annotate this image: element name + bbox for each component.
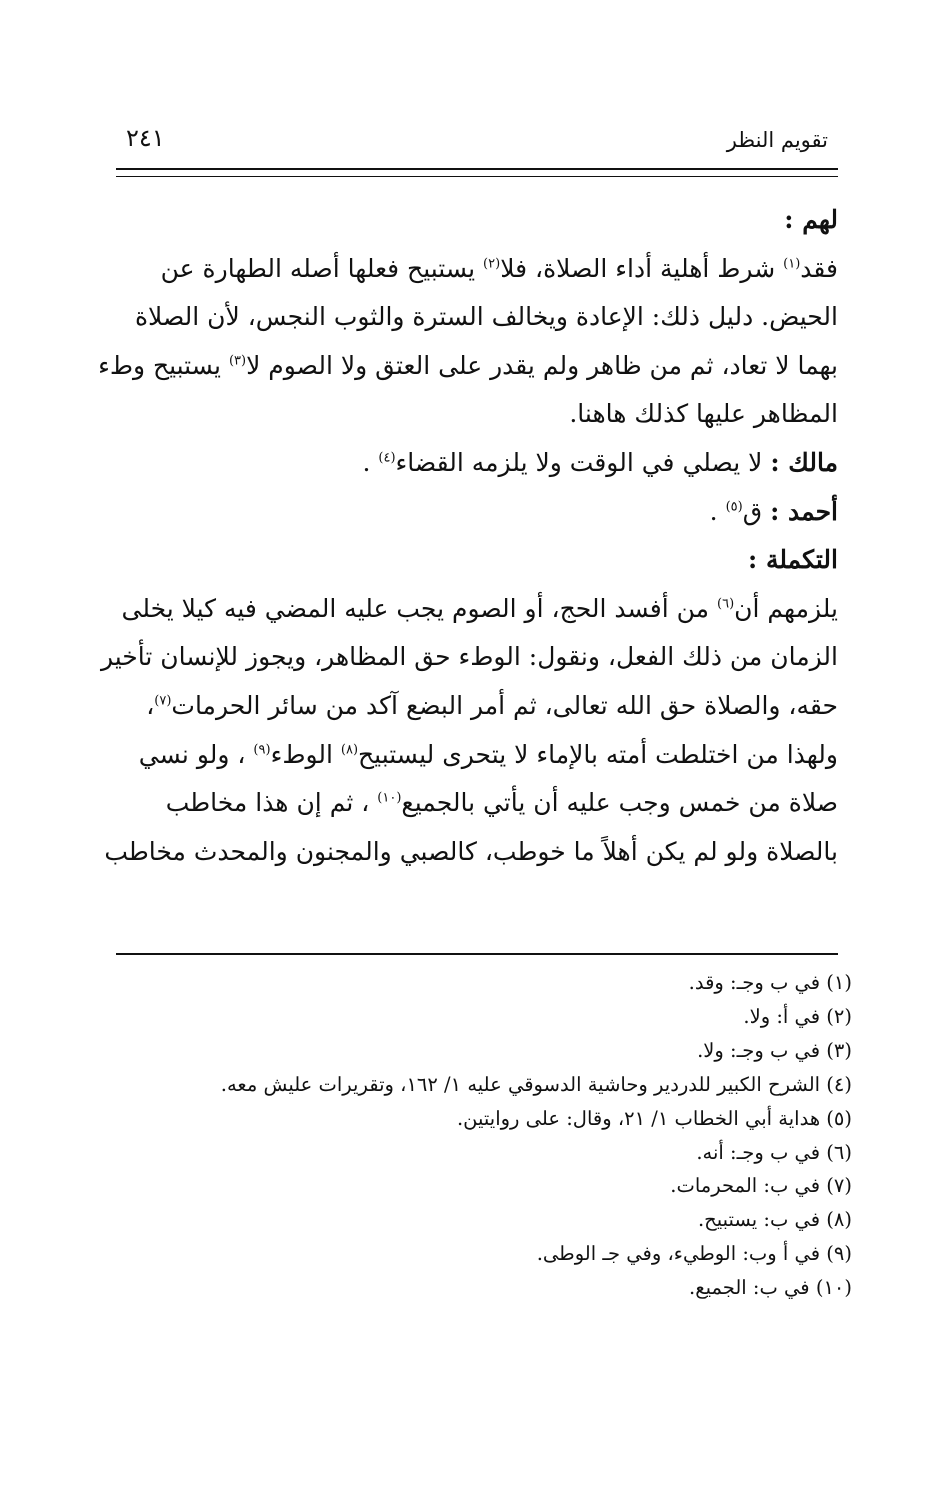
- takmila-line-2: الزمان من ذلك الفعل، ونقول: الوطء حق المظاهر، ويجوز للإنسان تأخير: [100, 642, 838, 672]
- malik-text: لا يصلي في الوقت ولا يلزمه القضاء$^{(٤)}$ .: [362, 447, 763, 477]
- lahum-line-2: الحيض. دليل ذلك: الإعادة ويخالف السترة والثوب النجس، لأن الصلاة: [134, 302, 838, 332]
- ahmad-text: ق$^{(٥)}$ .: [709, 496, 763, 526]
- takmila-line-5: صلاة من خمس وجب عليه أن يأتي بالجميع$^{(١٠)}$ ، ثم إن هذا مخاطب: [165, 788, 838, 818]
- footnote-4: (٤) الشرح الكبير للدردير وحاشية الدسوقي عليه ١/ ١٦٢، وتقريرات عليش معه.: [220, 1072, 852, 1096]
- footnote-6: (٦) في ب وجـ: أنه.: [696, 1140, 852, 1164]
- header-rule-thick: [116, 168, 838, 170]
- footnote-separator: [116, 953, 838, 955]
- takmila-line-1: يلزمهم أن$^{(٦)}$ من أفسد الحج، أو الصوم يجب عليه المضي فيه كيلا يخلى: [121, 593, 838, 623]
- section-heading-lahum: لهم :: [784, 205, 838, 234]
- malik-opinion: [116, 439, 838, 488]
- takmila-line-3: حقه، والصلاة حق الله تعالى، ثم أمر البضع آكد من سائر الحرمات$^{(٧)}$،: [146, 690, 838, 720]
- malik-label: مالك :: [770, 447, 838, 477]
- footnote-5: (٥) هداية أبي الخطاب ١/ ٢١، وقال: على روايتين.: [456, 1106, 852, 1130]
- ahmad-opinion: [116, 488, 838, 537]
- takmila-line-6: بالصلاة ولو لم يكن أهلاً ما خوطب، كالصبي والمجنون والمحدث مخاطب: [104, 836, 838, 866]
- footnote-8: (٨) في ب: يستبيح.: [697, 1208, 852, 1232]
- footnote-7: (٧) في ب: المحرمات.: [670, 1174, 852, 1198]
- running-header-title: تقويم النظر: [726, 128, 828, 152]
- footnote-9: (٩) في أ وب: الوطيء، وفي جـ الوطى.: [536, 1242, 852, 1266]
- footnote-2: (٢) في أ: ولا.: [743, 1004, 852, 1028]
- header-rule-thin: [116, 176, 838, 177]
- footnote-1: (١) في ب وجـ: وقد.: [688, 971, 852, 994]
- takmila-line-4: ولهذا من اختلطت أمته بالإماء لا يتحرى ليستبيح$^{(٨)}$ الوطء$^{(٩)}$ ، ولو نسي: [138, 739, 838, 769]
- lahum-line-4: المظاهر عليها كذلك هاهنا.: [569, 399, 838, 429]
- section-heading-takmila: التكملة :: [748, 545, 838, 575]
- ahmad-label: أحمد :: [770, 496, 838, 526]
- footnote-3: (٣) في ب وجـ: ولا.: [697, 1038, 852, 1062]
- lahum-line-3: بهما لا تعاد، ثم من ظاهر ولم يقدر على العتق ولا الصوم لا$^{(٣)}$ يستبيح وطء: [98, 350, 838, 380]
- page-number: ٢٤١: [126, 124, 165, 152]
- footnotes: [112, 966, 852, 1305]
- footnote-10: (١٠) في ب: الجميع.: [689, 1276, 852, 1300]
- lahum-line-1: فقد$^{(١)}$ شرط أهلية أداء الصلاة، فلا$^{(٢)}$ يستبيح فعلها أصله الطهارة عن: [160, 253, 838, 283]
- main-text: [98, 196, 838, 876]
